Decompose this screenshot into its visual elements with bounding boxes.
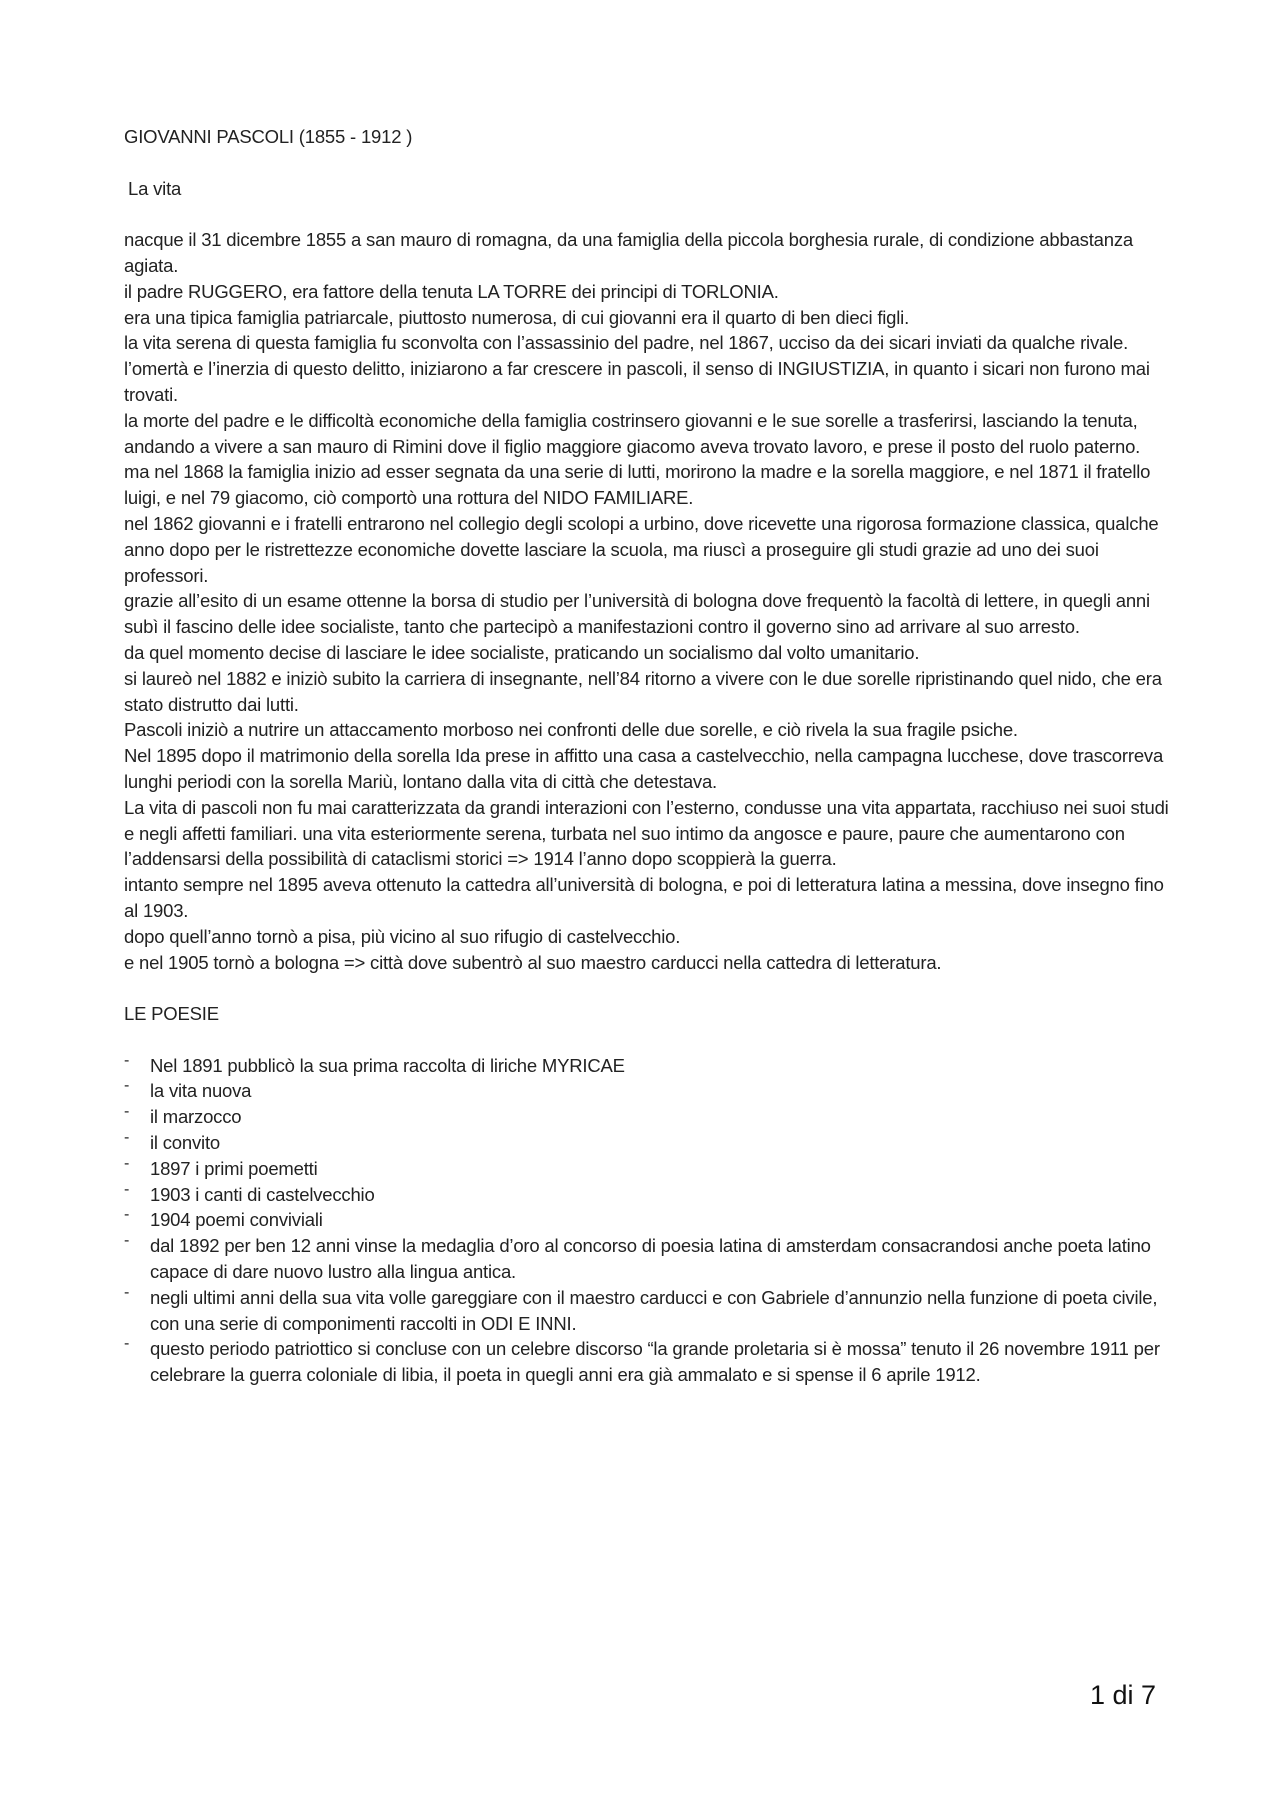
list-item-text: dal 1892 per ben 12 anni vinse la medaglia d’oro al concorso di poesia latina di amsterdam consacrandosi anche poeta latino capace di dare nuovo lustro alla lingua antica. — [150, 1235, 1151, 1283]
paragraph: da quel momento decise di lasciare le idee socialiste, praticando un socialismo dal volto umanitario. — [124, 641, 920, 663]
list-item-text: negli ultimi anni della sua vita volle gareggiare con il maestro carducci e con Gabriele d’annunzio nella funzione di poeta civile, con una serie di componimenti raccolti in ODI E INNI. — [150, 1286, 1158, 1334]
paragraph: Nel 1895 dopo il matrimonio della sorella Ida prese in affitto una casa a castelvecchio, nella campagna lucchese, dove trascorreva lunghi periodi con la sorella Mariù, lontano dalla vita di città che detestava. — [124, 745, 1164, 792]
section-heading-la-vita: La vita — [128, 177, 182, 199]
list-item-text: Nel 1891 pubblicò la sua prima raccolta di liriche MYRICAE — [150, 1054, 625, 1076]
list-bullet: - — [124, 1283, 130, 1301]
paragraph: ma nel 1868 la famiglia inizio ad esser segnata da una serie di lutti, morirono la madre e la sorella maggiore, e nel 1871 il fratello luigi, e nel 79 giacomo, ciò comportò una rottura del NIDO FAMILIARE. — [124, 461, 1151, 509]
list-item — [124, 1078, 1174, 1104]
paragraph: Pascoli iniziò a nutrire un attaccamento morboso nei confronti delle due sorelle, e ciò rivela la sua fragile psiche. — [124, 719, 1018, 741]
document-content — [124, 124, 1174, 1388]
list-item-text: 1897 i primi poemetti — [150, 1157, 318, 1179]
list-bullet: - — [124, 1335, 130, 1353]
list-item — [124, 1130, 1174, 1156]
biography-body — [124, 227, 1174, 975]
list-item-text: il marzocco — [150, 1106, 242, 1128]
document-title: GIOVANNI PASCOLI (1855 - 1912 ) — [124, 126, 413, 147]
list-bullet: - — [124, 1129, 130, 1147]
list-item — [124, 1285, 1174, 1337]
poetry-list — [124, 1053, 1174, 1388]
list-item — [124, 1104, 1174, 1130]
paragraph: e nel 1905 tornò a bologna => città dove subentrò al suo maestro carducci nella cattedra di letteratura. — [124, 951, 942, 973]
paragraph: era una tipica famiglia patriarcale, piuttosto numerosa, di cui giovanni era il quarto di ben dieci figli. — [124, 306, 910, 328]
paragraph: grazie all’esito di un esame ottenne la borsa di studio per l’università di bologna dove frequentò la facoltà di lettere, in quegli anni subì il fascino delle idee socialiste, tanto che partecipò a manifestazioni contro il governo sino ad arrivare al suo arresto. — [124, 590, 1150, 638]
section-heading-le-poesie: LE POESIE — [124, 1003, 219, 1025]
paragraph: l’omertà e l’inerzia di questo delitto, iniziarono a far crescere in pascoli, il senso di INGIUSTIZIA, in quanto i sicari non furono mai trovati. — [124, 358, 1150, 405]
list-bullet: - — [124, 1154, 130, 1172]
paragraph: nel 1862 giovanni e i fratelli entrarono nel collegio degli scolopi a urbino, dove ricevette una rigorosa formazione classica, qualche anno dopo per le ristrettezze economiche dovette lasciare la scuola, ma riuscì a proseguire gli studi grazie ad uno dei suoi professori. — [124, 512, 1159, 586]
list-item-text: 1903 i canti di castelvecchio — [150, 1183, 375, 1205]
paragraph: la vita serena di questa famiglia fu sconvolta con l’assassinio del padre, nel 1867, ucciso da dei sicari inviati da qualche rivale. — [124, 332, 1129, 354]
paragraph: dopo quell’anno tornò a pisa, più vicino al suo rifugio di castelvecchio. — [124, 925, 681, 947]
list-item-text: questo periodo patriottico si concluse con un celebre discorso “la grande proletaria si è mossa” tenuto il 26 novembre 1911 per celebrare la guerra coloniale di libia, il poeta in quegli anni era già ammalato e si spense il 6 aprile 1912. — [150, 1338, 1160, 1386]
list-bullet: - — [124, 1180, 130, 1198]
list-bullet: - — [124, 1077, 130, 1095]
list-bullet: - — [124, 1103, 130, 1121]
list-item — [124, 1207, 1174, 1233]
list-item-text: la vita nuova — [150, 1080, 252, 1102]
list-bullet: - — [124, 1206, 130, 1224]
paragraph: la morte del padre e le difficoltà economiche della famiglia costrinsero giovanni e le sue sorelle a trasferirsi, lasciando la tenuta, andando a vivere a san mauro di Rimini dove il figlio maggiore giacomo aveva trovato lavoro, e prese il posto del ruolo paterno. — [124, 409, 1141, 457]
list-item — [124, 1053, 1174, 1079]
list-item-text: 1904 poemi conviviali — [150, 1209, 323, 1231]
list-item — [124, 1182, 1174, 1208]
paragraph: intanto sempre nel 1895 aveva ottenuto la cattedra all’università di bologna, e poi di letteratura latina a messina, dove insegno fino al 1903. — [124, 874, 1164, 921]
paragraph: il padre RUGGERO, era fattore della tenuta LA TORRE dei principi di TORLONIA. — [124, 280, 779, 302]
page-number: 1 di 7 — [1090, 1680, 1157, 1710]
paragraph: La vita di pascoli non fu mai caratterizzata da grandi interazioni con l’esterno, condusse una vita appartata, racchiuso nei suoi studi e negli affetti familiari. una vita esteriormente serena, turbata nel suo intimo da angosce e paure, paure che aumentarono con l’addensarsi della possibilità di cataclismi storici => 1914 l’anno dopo scoppierà la guerra. — [124, 796, 1169, 870]
list-item — [124, 1336, 1174, 1388]
paragraph: nacque il 31 dicembre 1855 a san mauro di romagna, da una famiglia della piccola borghesia rurale, di condizione abbastanza agiata. — [124, 229, 1133, 276]
list-item — [124, 1233, 1174, 1285]
list-bullet: - — [124, 1232, 130, 1250]
list-item-text: il convito — [150, 1132, 220, 1154]
list-item — [124, 1156, 1174, 1182]
paragraph: si laureò nel 1882 e iniziò subito la carriera di insegnante, nell’84 ritorno a vivere con le due sorelle ripristinando quel nido, che era stato distrutto dai lutti. — [124, 667, 1162, 715]
list-bullet: - — [124, 1051, 130, 1069]
